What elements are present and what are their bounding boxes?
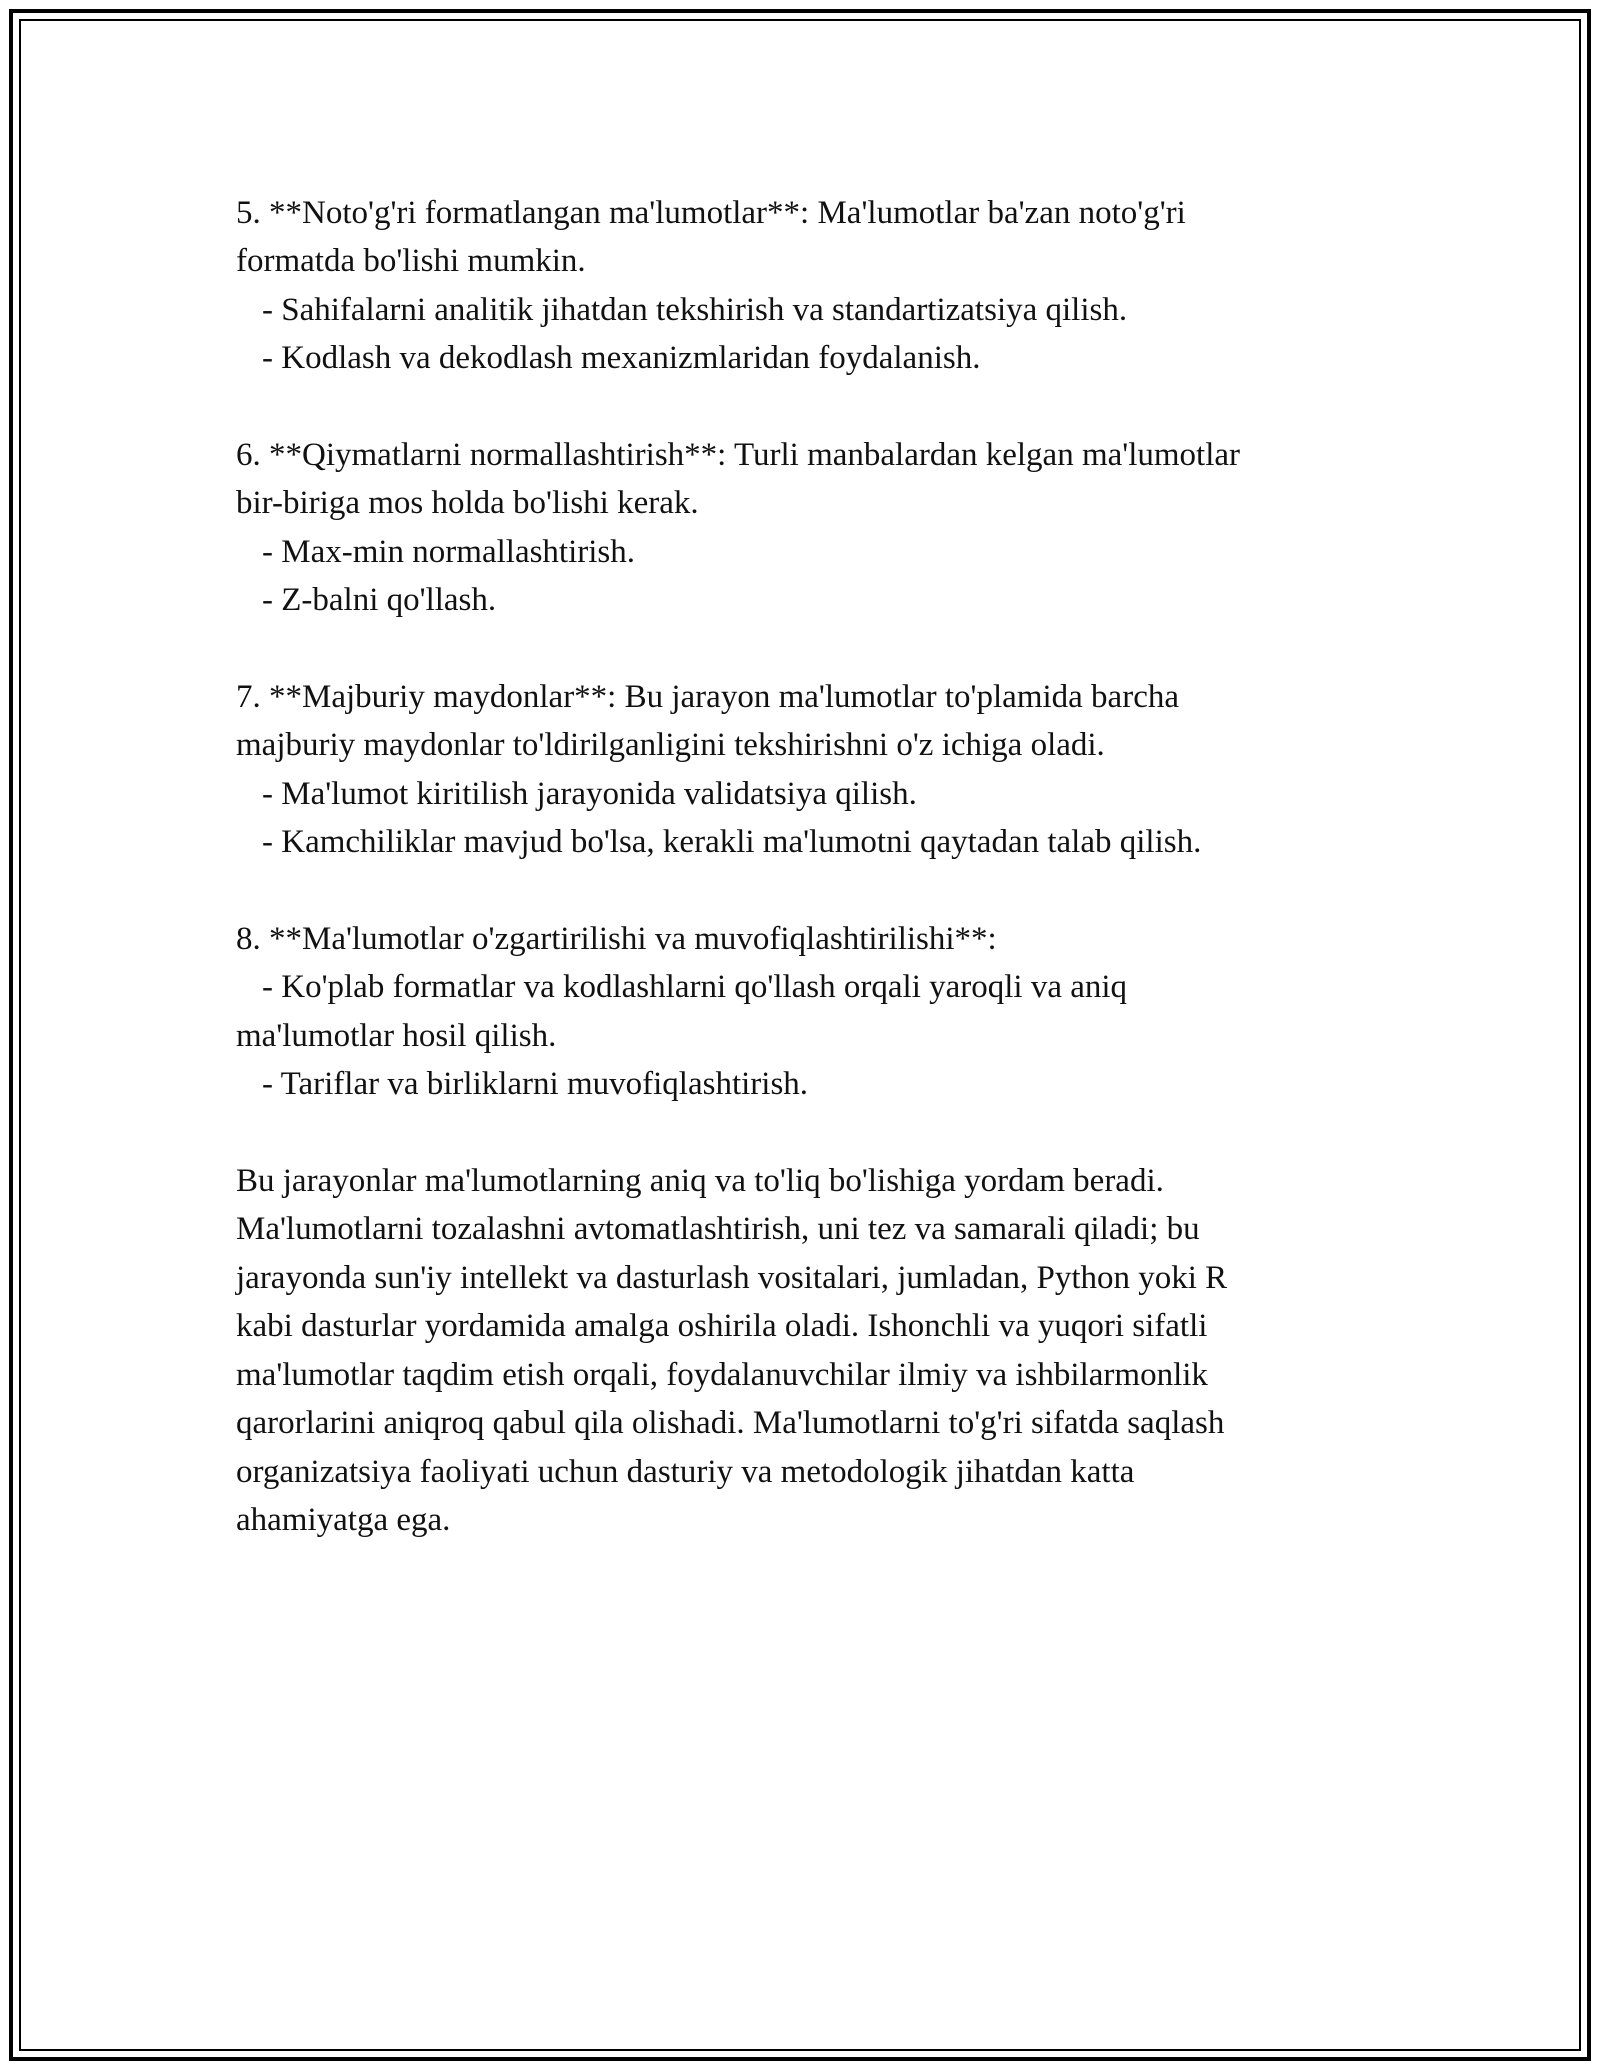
bullet-item: - Kodlash va dekodlash mexanizmlaridan foydalanish.	[262, 340, 981, 377]
bullet-item: - Ko'plab formatlar va kodlashlarni qo'llash orqali yaroqli va aniq	[262, 969, 1128, 1006]
paragraph-gap	[236, 383, 1416, 431]
bullet-item: - Sahifalarni analitik jihatdan tekshirish va standartizatsiya qilish.	[262, 291, 1128, 328]
conclusion-line: ahamiyatga ega.	[236, 1501, 451, 1538]
paragraph-gap	[236, 867, 1416, 915]
section-heading-line: 7. **Majburiy maydonlar**: Bu jarayon ma'lumotlar to'plamida barcha	[236, 679, 1179, 716]
section-heading-line: bir-biriga mos holda bo'lishi kerak.	[236, 485, 699, 522]
section-5	[236, 189, 1416, 383]
bullet-continuation: ma'lumotlar hosil qilish.	[236, 1017, 557, 1054]
conclusion-line: qarorlarini aniqroq qabul qila olishadi. Ma'lumotlarni to'g'ri sifatda saqlash	[236, 1405, 1225, 1442]
conclusion-line: organizatsiya faoliyati uchun dasturiy va metodologik jihatdan katta	[236, 1453, 1135, 1490]
conclusion-line: Bu jarayonlar ma'lumotlarning aniq va to'liq bo'lishiga yordam beradi.	[236, 1163, 1164, 1200]
section-heading-line: formatda bo'lishi mumkin.	[236, 243, 586, 280]
section-heading-line: majburiy maydonlar to'ldirilganligini tekshirishni o'z ichiga oladi.	[236, 727, 1105, 764]
conclusion-line: kabi dasturlar yordamida amalga oshirila oladi. Ishonchli va yuqori sifatli	[236, 1308, 1208, 1345]
bullet-item: - Max-min normallashtirish.	[262, 533, 636, 570]
section-6	[236, 431, 1416, 625]
conclusion-paragraph	[236, 1157, 1416, 1544]
conclusion-line: ma'lumotlar taqdim etish orqali, foydalanuvchilar ilmiy va ishbilarmonlik	[236, 1356, 1208, 1393]
conclusion-line: Ma'lumotlarni tozalashni avtomatlashtirish, uni tez va samarali qiladi; bu	[236, 1211, 1200, 1248]
paragraph-gap	[236, 625, 1416, 673]
document-body	[236, 189, 1416, 1544]
section-7	[236, 673, 1416, 867]
bullet-item: - Z-balni qo'llash.	[262, 582, 497, 619]
bullet-item: - Ma'lumot kiritilish jarayonida validatsiya qilish.	[262, 775, 917, 812]
section-heading-line: 5. **Noto'g'ri formatlangan ma'lumotlar**: Ma'lumotlar ba'zan noto'g'ri	[236, 195, 1186, 231]
bullet-item: - Tariflar va birliklarni muvofiqlashtirish.	[262, 1066, 809, 1103]
conclusion-line: jarayonda sun'iy intellekt va dasturlash vositalari, jumladan, Python yoki R	[236, 1259, 1228, 1296]
section-heading-line: 6. **Qiymatlarni normallashtirish**: Turli manbalardan kelgan ma'lumotlar	[236, 437, 1241, 474]
section-8	[236, 915, 1416, 1109]
paragraph-gap	[236, 1109, 1416, 1157]
bullet-item: - Kamchiliklar mavjud bo'lsa, kerakli ma'lumotni qaytadan talab qilish.	[262, 824, 1202, 861]
section-heading-line: 8. **Ma'lumotlar o'zgartirilishi va muvofiqlashtirilishi**:	[236, 921, 997, 958]
